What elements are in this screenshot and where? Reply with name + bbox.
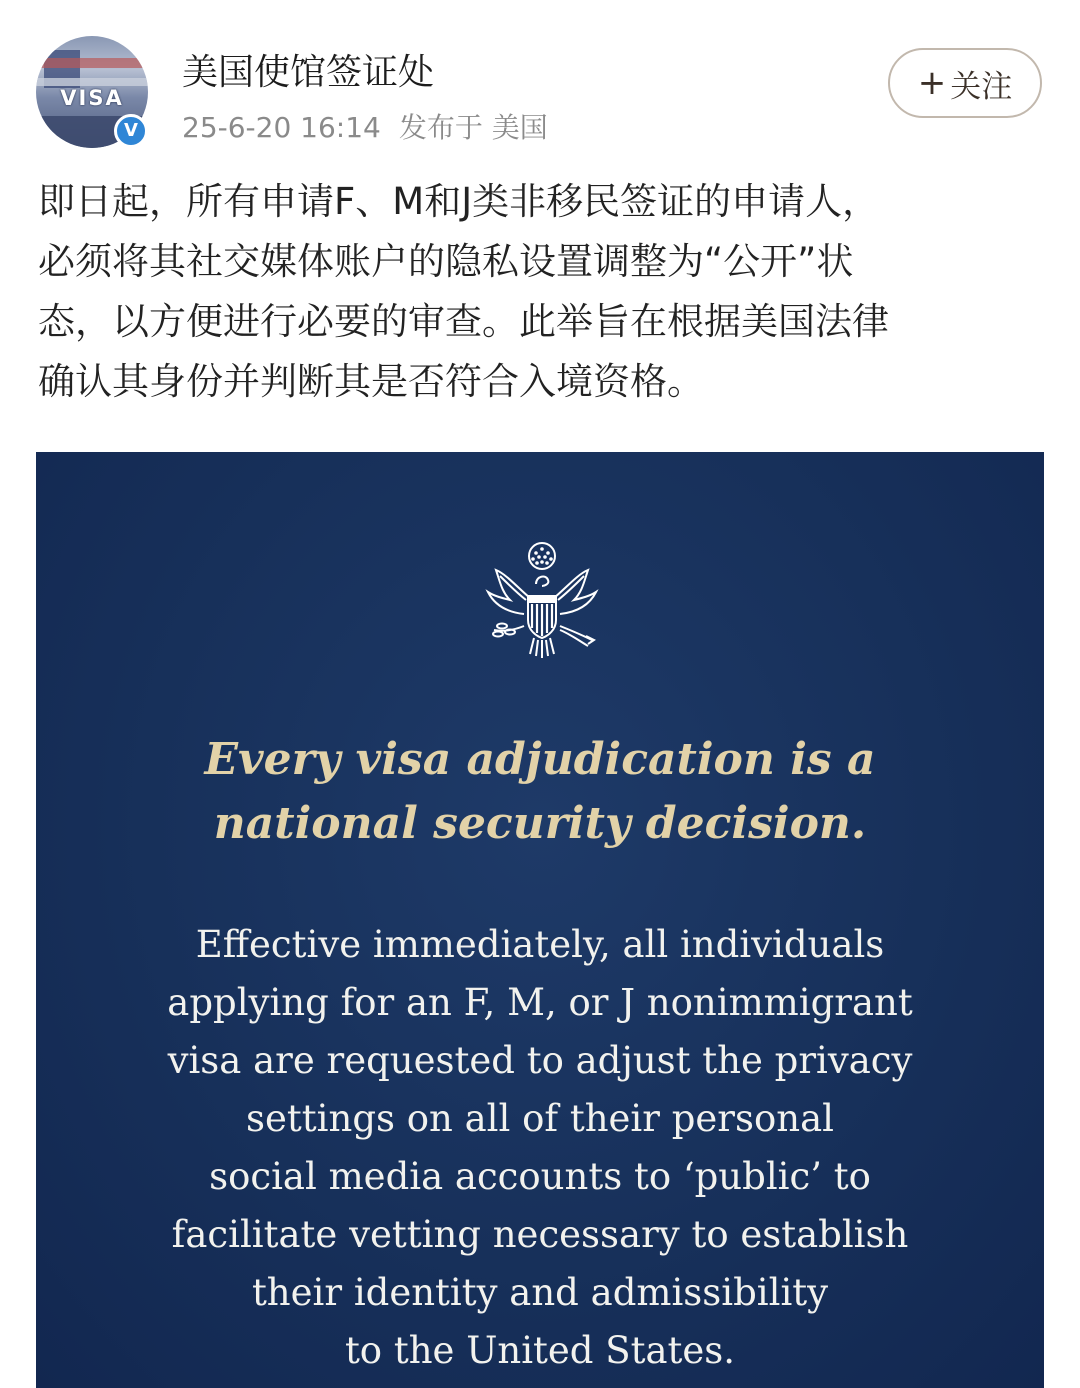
- body-line: to the United States.: [344, 1329, 736, 1372]
- body-line: settings on all of their personal: [246, 1097, 834, 1140]
- post-text-line: 必须将其社交媒体账户的隐私设置调整为“公开”状: [38, 240, 854, 283]
- follow-label: 关注: [950, 68, 1013, 105]
- post-text: [38, 172, 1038, 412]
- verified-badge-icon: V: [114, 114, 148, 148]
- image-body-text: [36, 916, 1044, 1380]
- post-timestamp: 25-6-20 16:14: [182, 111, 381, 144]
- post-text-line: 确认其身份并判断其是否符合入境资格。: [38, 360, 704, 403]
- account-name[interactable]: 美国使馆签证处: [182, 52, 435, 93]
- post-text-line: 即日起，所有申请F、M和J类非移民签证的申请人，: [38, 180, 880, 223]
- headline-line: Every visa adjudication is a: [204, 734, 876, 785]
- body-line: social media accounts to ‘public’ to: [209, 1155, 871, 1198]
- post-image[interactable]: [36, 452, 1044, 1388]
- post-text-line: 态，以方便进行必要的审查。此举旨在根据美国法律: [38, 300, 889, 343]
- body-line: facilitate vetting necessary to establish: [171, 1213, 909, 1256]
- avatar-visa-text: VISA: [60, 86, 124, 110]
- post-header: [0, 0, 1080, 160]
- body-line: their identity and admissibility: [251, 1271, 829, 1314]
- headline-line: national security decision.: [213, 798, 867, 849]
- great-seal-eagle-icon: [480, 540, 604, 662]
- post-location: 发布于 美国: [398, 111, 548, 144]
- flag-stripe-decoration: [36, 78, 148, 86]
- post-meta: [182, 106, 566, 146]
- plus-icon: +: [917, 63, 947, 103]
- body-line: applying for an F, M, or J nonimmigrant: [167, 981, 913, 1024]
- follow-button[interactable]: [888, 48, 1042, 118]
- body-line: Effective immediately, all individuals: [195, 923, 885, 966]
- flag-stripe-decoration: [36, 58, 148, 68]
- body-line: visa are requested to adjust the privacy: [167, 1039, 913, 1082]
- image-headline: [36, 728, 1044, 856]
